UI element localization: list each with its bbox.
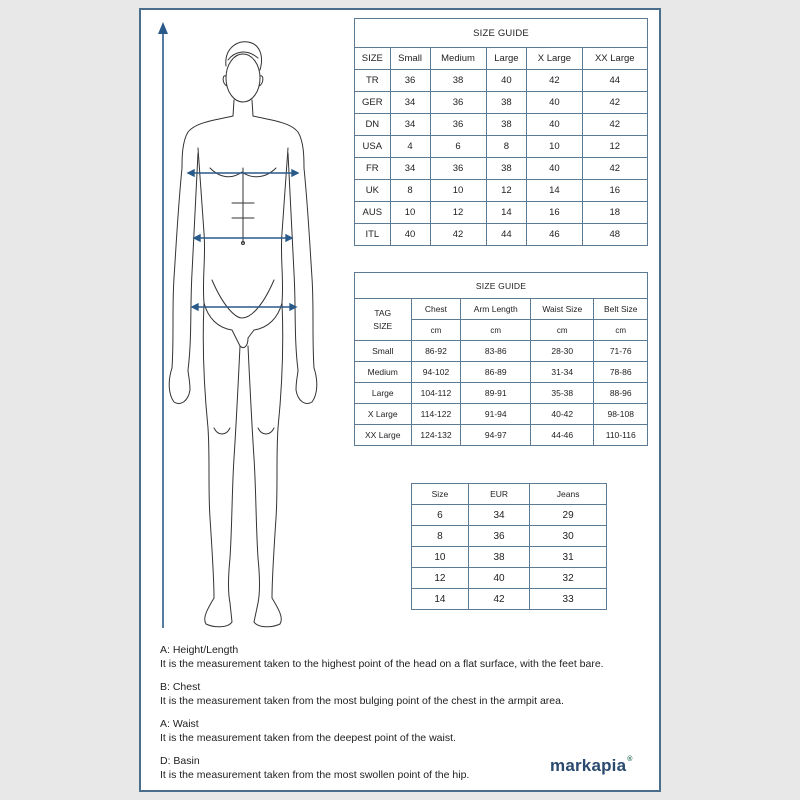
table-cell: 94-97 — [461, 425, 531, 446]
col-header: Size — [412, 484, 469, 505]
col-header: EUR — [468, 484, 529, 505]
table-cell: 44 — [582, 70, 647, 92]
table-row — [355, 362, 648, 383]
table-cell: 14 — [527, 180, 582, 202]
table-cell: 83-86 — [461, 341, 531, 362]
table-row — [412, 589, 607, 610]
table-cell: 40 — [527, 114, 582, 136]
table-cell: 38 — [430, 70, 486, 92]
table-cell: 48 — [582, 224, 647, 246]
note-text: It is the measurement taken to the highest point of the head on a flat surface, with the feet bare. — [160, 658, 604, 670]
table-cell: 28-30 — [531, 341, 594, 362]
table-cell: 104-112 — [411, 383, 461, 404]
table-cell: Large — [355, 383, 412, 404]
table-title: SIZE GUIDE — [355, 273, 648, 299]
unit-label: cm — [531, 320, 594, 341]
table-cell: 42 — [582, 114, 647, 136]
table-cell: 36 — [468, 526, 529, 547]
table-cell: 46 — [527, 224, 582, 246]
table-cell: 89-91 — [461, 383, 531, 404]
table-cell: UK — [355, 180, 391, 202]
table-cell: 34 — [390, 158, 430, 180]
table-cell: 91-94 — [461, 404, 531, 425]
table-cell: 94-102 — [411, 362, 461, 383]
table-cell: FR — [355, 158, 391, 180]
unit-label: cm — [411, 320, 461, 341]
table-cell: 40-42 — [531, 404, 594, 425]
table-title: SIZE GUIDE — [355, 19, 648, 48]
col-header: Large — [486, 48, 527, 70]
table-cell: XX Large — [355, 425, 412, 446]
table-cell: 36 — [430, 92, 486, 114]
registered-mark: ® — [627, 756, 633, 763]
table-cell: 36 — [390, 70, 430, 92]
col-header: Small — [390, 48, 430, 70]
table-cell: 8 — [412, 526, 469, 547]
table-cell: 44 — [486, 224, 527, 246]
table-row — [355, 404, 648, 425]
table-row — [355, 341, 648, 362]
table-cell: 42 — [582, 158, 647, 180]
table-cell: AUS — [355, 202, 391, 224]
table-cell: 86-89 — [461, 362, 531, 383]
table-cell: 34 — [390, 114, 430, 136]
table-cell: 42 — [430, 224, 486, 246]
note-label: A: Waist — [160, 718, 199, 730]
table-cell: Small — [355, 341, 412, 362]
table-cell: Medium — [355, 362, 412, 383]
table-row — [355, 70, 648, 92]
table-cell: 31-34 — [531, 362, 594, 383]
table-cell: TR — [355, 70, 391, 92]
table-cell: 44-46 — [531, 425, 594, 446]
table-cell: 40 — [527, 158, 582, 180]
col-header: Medium — [430, 48, 486, 70]
table-row — [412, 505, 607, 526]
table-cell: DN — [355, 114, 391, 136]
col-header: X Large — [527, 48, 582, 70]
table-row — [412, 547, 607, 568]
col-header: XX Large — [582, 48, 647, 70]
tag-size-header: TAG SIZE — [355, 299, 412, 341]
table-cell: 10 — [390, 202, 430, 224]
table-cell: 114-122 — [411, 404, 461, 425]
table-cell: 38 — [486, 158, 527, 180]
table-cell: 36 — [430, 114, 486, 136]
brand-logo — [550, 756, 633, 776]
table-cell: 40 — [527, 92, 582, 114]
note-item — [160, 717, 660, 745]
table-cell: 12 — [582, 136, 647, 158]
col-header: Waist Size — [531, 299, 594, 320]
table-cell: 16 — [582, 180, 647, 202]
table-row — [355, 425, 648, 446]
table-cell: GER — [355, 92, 391, 114]
table-cell: 40 — [486, 70, 527, 92]
table-row — [355, 180, 648, 202]
table-header-row — [355, 48, 648, 70]
note-item — [160, 680, 660, 708]
table-cell: 36 — [430, 158, 486, 180]
table-row — [355, 224, 648, 246]
table-cell: USA — [355, 136, 391, 158]
jeans-size-table — [411, 483, 607, 610]
table-cell: 18 — [582, 202, 647, 224]
col-header: SIZE — [355, 48, 391, 70]
table-row — [355, 383, 648, 404]
table-cell: 31 — [530, 547, 607, 568]
table-row — [412, 568, 607, 589]
col-header: Jeans — [530, 484, 607, 505]
table-row — [355, 202, 648, 224]
unit-label: cm — [594, 320, 648, 341]
table-cell: 14 — [486, 202, 527, 224]
table-cell: 32 — [530, 568, 607, 589]
body-figure-illustration — [152, 18, 334, 634]
table-cell: 10 — [412, 547, 469, 568]
table-cell: 4 — [390, 136, 430, 158]
table-cell: 12 — [430, 202, 486, 224]
table-cell: 124-132 — [411, 425, 461, 446]
table-cell: 12 — [412, 568, 469, 589]
note-label: D: Basin — [160, 755, 200, 767]
col-header: Chest — [411, 299, 461, 320]
table-cell: 6 — [430, 136, 486, 158]
table-row — [355, 158, 648, 180]
table-cell: 6 — [412, 505, 469, 526]
table-cell: 42 — [468, 589, 529, 610]
table-cell: 38 — [486, 114, 527, 136]
brand-name: markapia — [550, 756, 627, 775]
note-text: It is the measurement taken from the most swollen point of the hip. — [160, 769, 470, 781]
note-text: It is the measurement taken from the deepest point of the waist. — [160, 732, 456, 744]
table-row — [412, 526, 607, 547]
table-cell: 40 — [390, 224, 430, 246]
note-label: A: Height/Length — [160, 644, 239, 656]
table-cell: ITL — [355, 224, 391, 246]
table-cell: 40 — [468, 568, 529, 589]
table-cell: 30 — [530, 526, 607, 547]
table-cell: X Large — [355, 404, 412, 425]
table-cell: 10 — [430, 180, 486, 202]
col-header: Belt Size — [594, 299, 648, 320]
table-cell: 42 — [527, 70, 582, 92]
table-cell: 33 — [530, 589, 607, 610]
table-cell: 38 — [468, 547, 529, 568]
table-row — [355, 92, 648, 114]
table-cell: 110-116 — [594, 425, 648, 446]
body-measurement-table — [354, 272, 648, 446]
table-cell: 34 — [390, 92, 430, 114]
table-cell: 10 — [527, 136, 582, 158]
unit-label: cm — [461, 320, 531, 341]
table-cell: 16 — [527, 202, 582, 224]
table-cell: 88-96 — [594, 383, 648, 404]
table-cell: 71-76 — [594, 341, 648, 362]
table-cell: 42 — [582, 92, 647, 114]
table-cell: 8 — [486, 136, 527, 158]
size-conversion-table — [354, 18, 648, 246]
table-cell: 12 — [486, 180, 527, 202]
table-cell: 8 — [390, 180, 430, 202]
note-label: B: Chest — [160, 681, 201, 693]
note-text: It is the measurement taken from the most bulging point of the chest in the armpit area. — [160, 695, 564, 707]
col-header: Arm Length — [461, 299, 531, 320]
table-row — [355, 136, 648, 158]
table-cell: 86-92 — [411, 341, 461, 362]
table-row — [355, 114, 648, 136]
note-item — [160, 643, 660, 671]
height-arrow — [156, 20, 170, 632]
table-cell: 34 — [468, 505, 529, 526]
table-cell: 35-38 — [531, 383, 594, 404]
table-cell: 98-108 — [594, 404, 648, 425]
table-cell: 38 — [486, 92, 527, 114]
table-cell: 29 — [530, 505, 607, 526]
table-cell: 14 — [412, 589, 469, 610]
table-cell: 78-86 — [594, 362, 648, 383]
